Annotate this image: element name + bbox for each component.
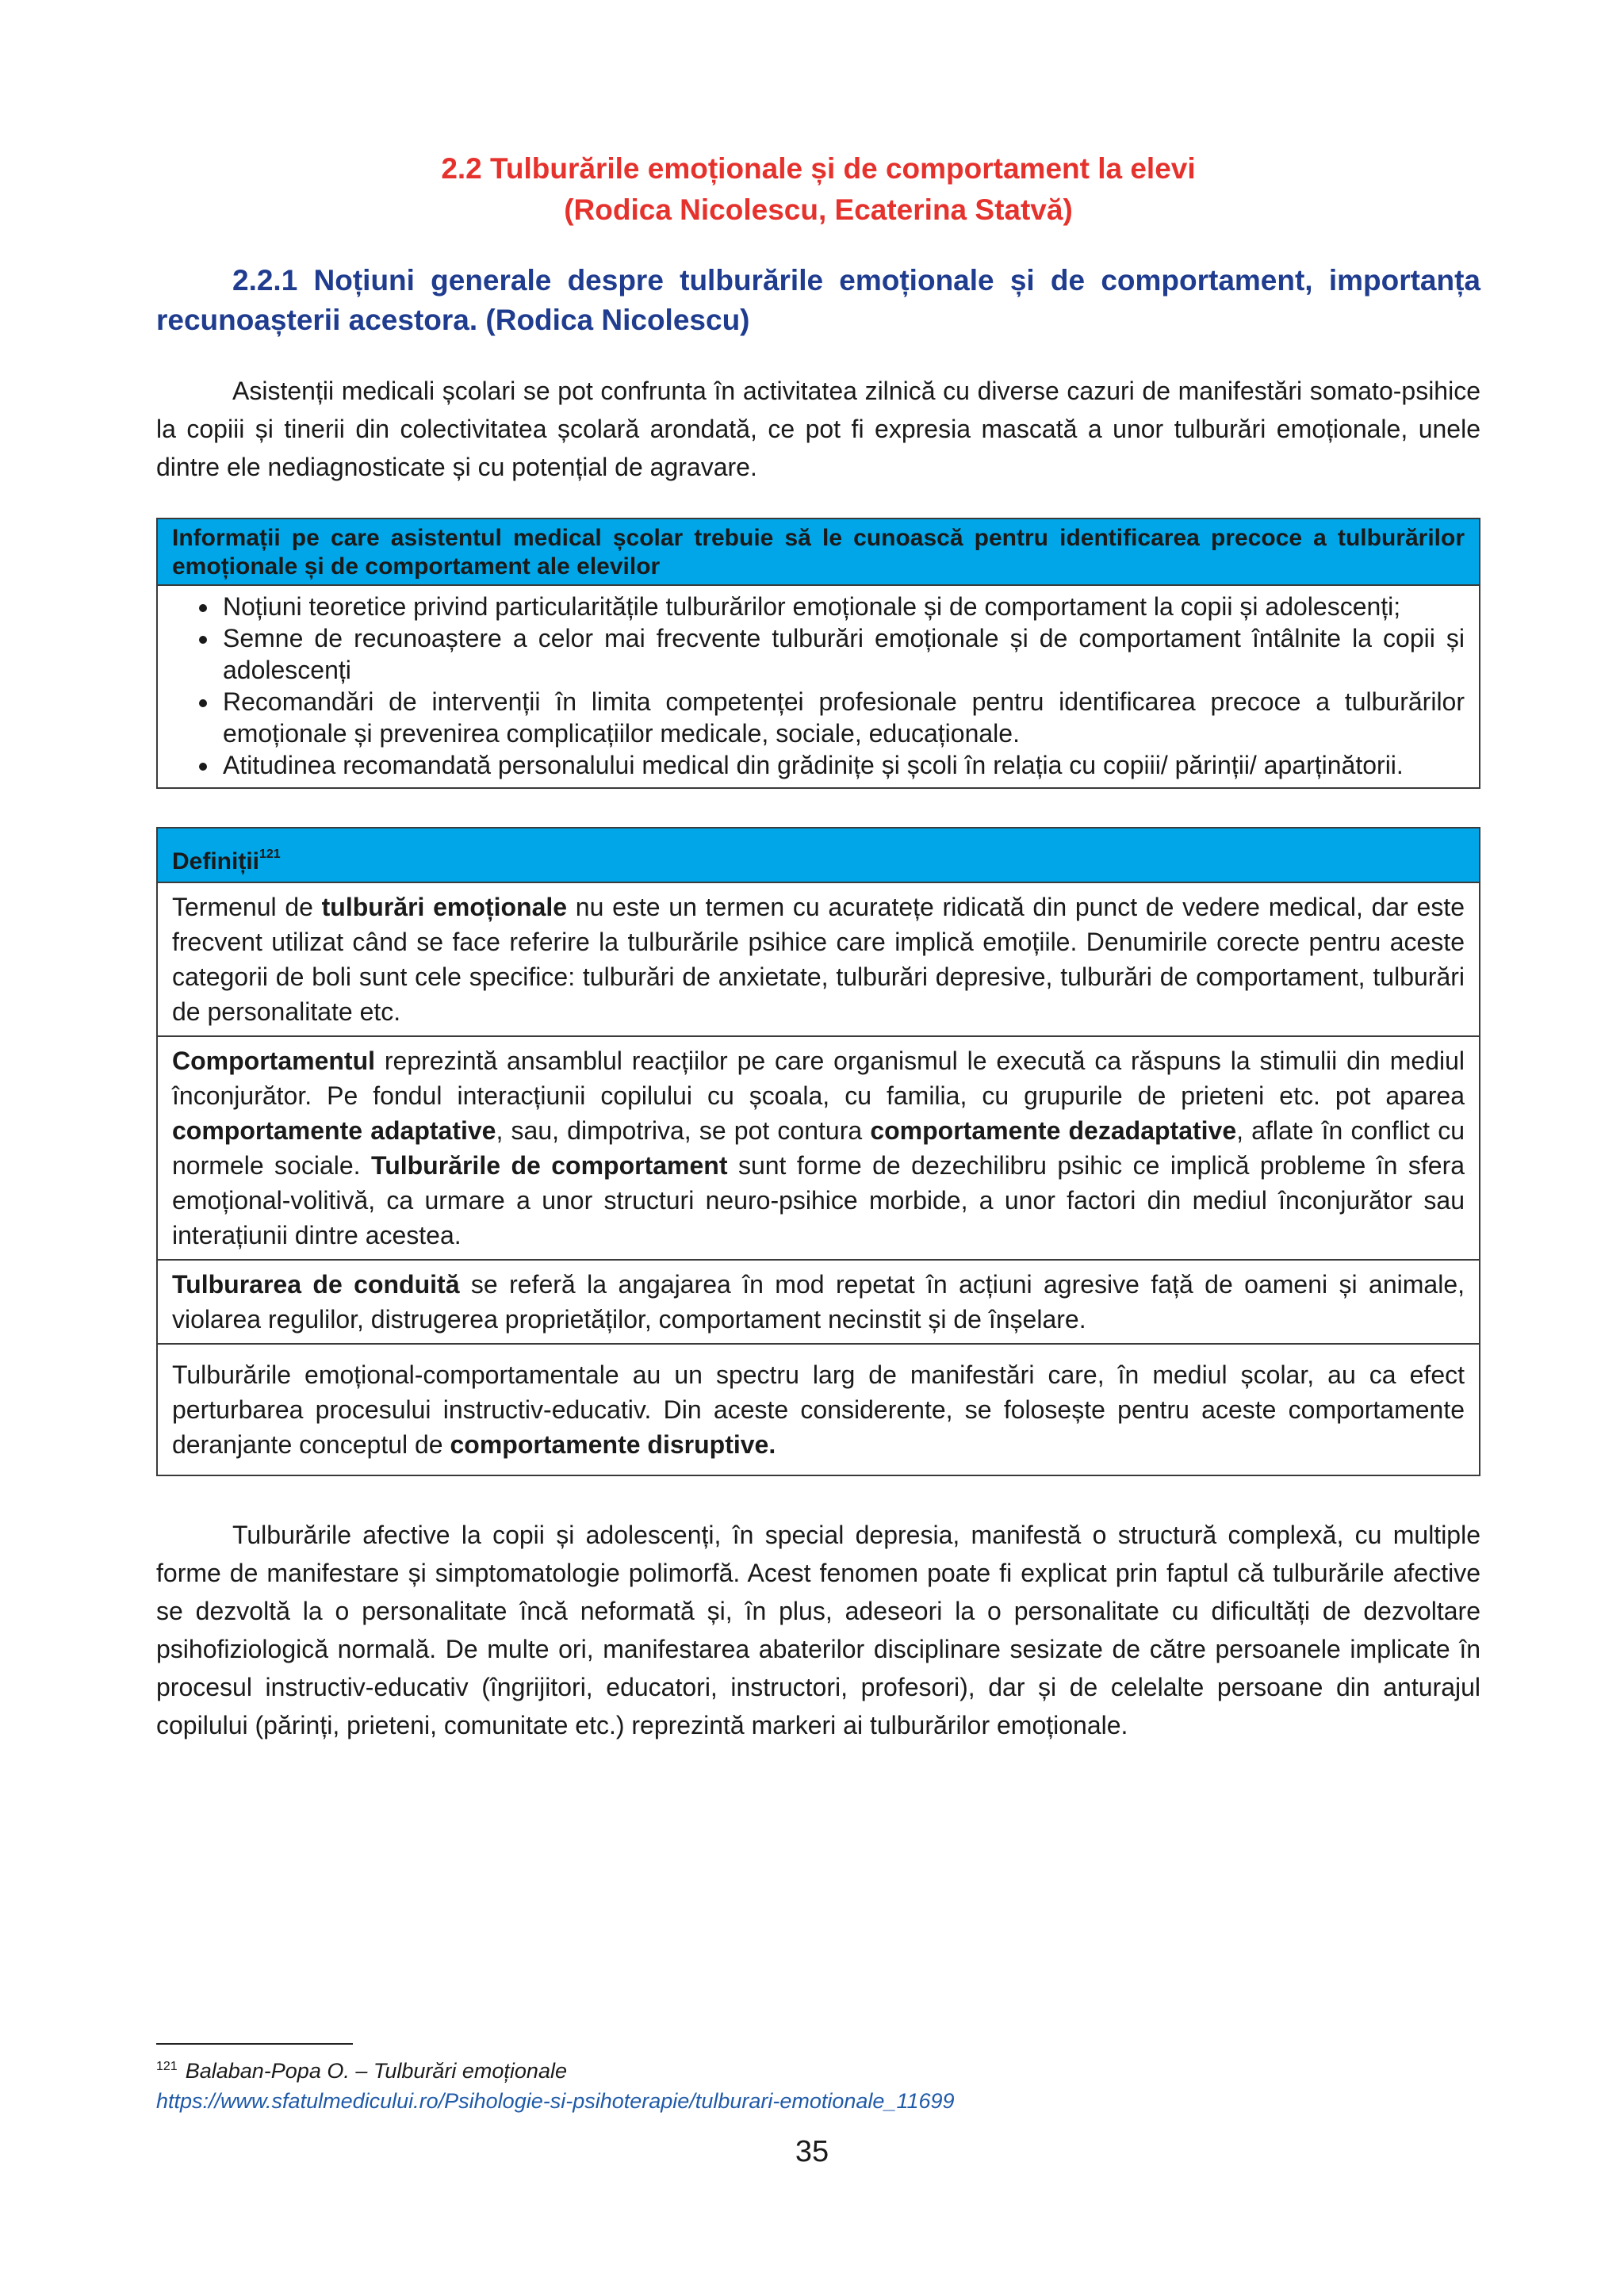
text-run: se referă la angajarea în mod repetat în acțiuni agresive față de oameni și animale, violarea regulilor, distrugerea proprietăților, comportament necinstit și de înșelare. xyxy=(172,1270,1465,1334)
definitions-title: Definiții xyxy=(172,848,259,874)
info-box-header: Informații pe care asistentul medical școlar trebuie să le cunoască pentru identificarea precoce a tulburărilor emoționale și de comportament ale elevilor xyxy=(158,519,1479,586)
text-run: reprezintă ansamblul reacțiilor pe care organismul le execută ca răspuns la stimulii din mediul înconjurător. Pe fondul interacțiunii copilului cu școala, cu familia, cu grupurile de prieteni etc. pot aparea xyxy=(172,1047,1465,1110)
info-box xyxy=(156,518,1480,789)
info-box-list xyxy=(158,586,1479,787)
section-authors: (Rodica Nicolescu, Ecaterina Statvă) xyxy=(564,193,1073,226)
bold-term: comportamente adaptative xyxy=(172,1116,496,1145)
subsection-title: 2.2.1 Noțiuni generale despre tulburările emoționale și de comportament, importanța recunoașterii acestora. (Rodica Nicolescu) xyxy=(156,264,1480,336)
bold-term: Comportamentul xyxy=(172,1047,375,1075)
bold-term: tulburări emoționale xyxy=(321,893,568,921)
page-content xyxy=(156,0,1480,1744)
section-title: 2.2 Tulburările emoționale și de comportament la elevi xyxy=(441,152,1196,185)
list-item: • Noțiuni teoretice privind particularitățile tulburărilor emoționale și de comportament la copii și adolescenți; xyxy=(220,591,1465,622)
definitions-box xyxy=(156,827,1480,1476)
definition-disruptive-behaviors xyxy=(158,1345,1479,1475)
definition-conduct-disorder xyxy=(158,1261,1479,1345)
list-item: • Recomandări de intervenții în limita competenței profesionale pentru identificarea precoce a tulburărilor emoționale și prevenirea complicațiilor medicale, sociale, educaționale. xyxy=(220,686,1465,749)
closing-paragraph: Tulburările afective la copii și adolescenți, în special depresia, manifestă o structură complexă, cu multiple forme de manifestare și simptomatologie polimorfă. Acest fenomen poate fi explicat prin faptul că tulburările afective se dezvoltă la o personalitate încă neformată și, în plus, adeseori la o personalitate cu dificultăți de dezvoltare psihofiziologică normală. De multe ori, manifestarea abaterilor disciplinare sesizate de către persoanele implicate în procesul instructiv-educativ (îngrijitori, educatori, instructori, profesori), dar și de celelalte persoane din anturajul copilului (părinți, prieteni, comunitate etc.) reprezintă markeri ai tulburărilor emoționale. xyxy=(156,1521,1480,1739)
intro-paragraph: Asistenții medicali școlari se pot confrunta în activitatea zilnică cu diverse cazuri de manifestări somato-psihice la copiii și tinerii din colectivitatea școlară arondată, ce pot fi expresia mascată a unor tulburări emoționale, unele dintre ele nediagnosticate și cu potențial de agravare. xyxy=(156,377,1480,481)
definition-emotional-disorders xyxy=(158,883,1479,1037)
definitions-header xyxy=(158,828,1479,883)
footnote-separator xyxy=(156,2043,353,2045)
list-item: • Atitudinea recomandată personalului medical din grădinițe și școli în relația cu copiii/ părinții/ aparținătorii. xyxy=(220,749,1465,781)
text-run: , aflate în conflict cu normele sociale. xyxy=(172,1116,1465,1180)
page-number: 35 xyxy=(795,2135,829,2168)
definition-behavior xyxy=(158,1037,1479,1261)
text-run: sunt forme de dezechilibru psihic ce implică probleme în sfera emoțional-volitivă, ca urmare a unor structuri neuro-psihice morbide, a unor factori din mediul înconjurător sau interațiunii dintre acestea. xyxy=(172,1151,1465,1249)
bold-term: Tulburările de comportament xyxy=(371,1151,728,1180)
bold-term: Tulburarea de conduită xyxy=(172,1270,460,1299)
text-run: Termenul de xyxy=(172,893,322,921)
text-run: nu este un termen cu acuratețe ridicată din punct de vedere medical, dar este frecvent utilizat când se face referire la tulburările psihice care implică emoțiile. Denumirile corecte pentru aceste categorii de boli sunt cele specifice: tulburări de anxietate, tulburări depresive, tulburări de comportament, tulburări de personalitate etc. xyxy=(172,893,1465,1026)
text-run: , sau, dimpotriva, se pot contura xyxy=(496,1116,871,1145)
bold-term: comportamente disruptive. xyxy=(450,1430,776,1459)
footnote-reference: Balaban-Popa O. – Tulburări emoționale xyxy=(185,2059,567,2083)
footnote-marker: 121 xyxy=(259,848,281,861)
list-item: • Semne de recunoaștere a celor mai frecvente tulburări emoționale și de comportament întâlnite la copii și adolescenți xyxy=(220,622,1465,686)
footnote-reference-line xyxy=(156,2052,1480,2086)
text-run: Tulburările emoțional-comportamentale au un spectru larg de manifestări care, în mediul școlar, au ca efect perturbarea procesului instructiv-educativ. Din aceste considerente, se folosește pentru aceste comportamente deranjante conceptul de xyxy=(172,1360,1465,1459)
footnote-link[interactable]: https://www.sfatulmedicului.ro/Psihologie-si-psihoterapie/tulburari-emotionale_11699 xyxy=(156,2089,955,2113)
footnote-number: 121 xyxy=(156,2060,178,2073)
footnote xyxy=(156,2052,1480,2116)
bold-term: comportamente dezadaptative xyxy=(870,1116,1237,1145)
